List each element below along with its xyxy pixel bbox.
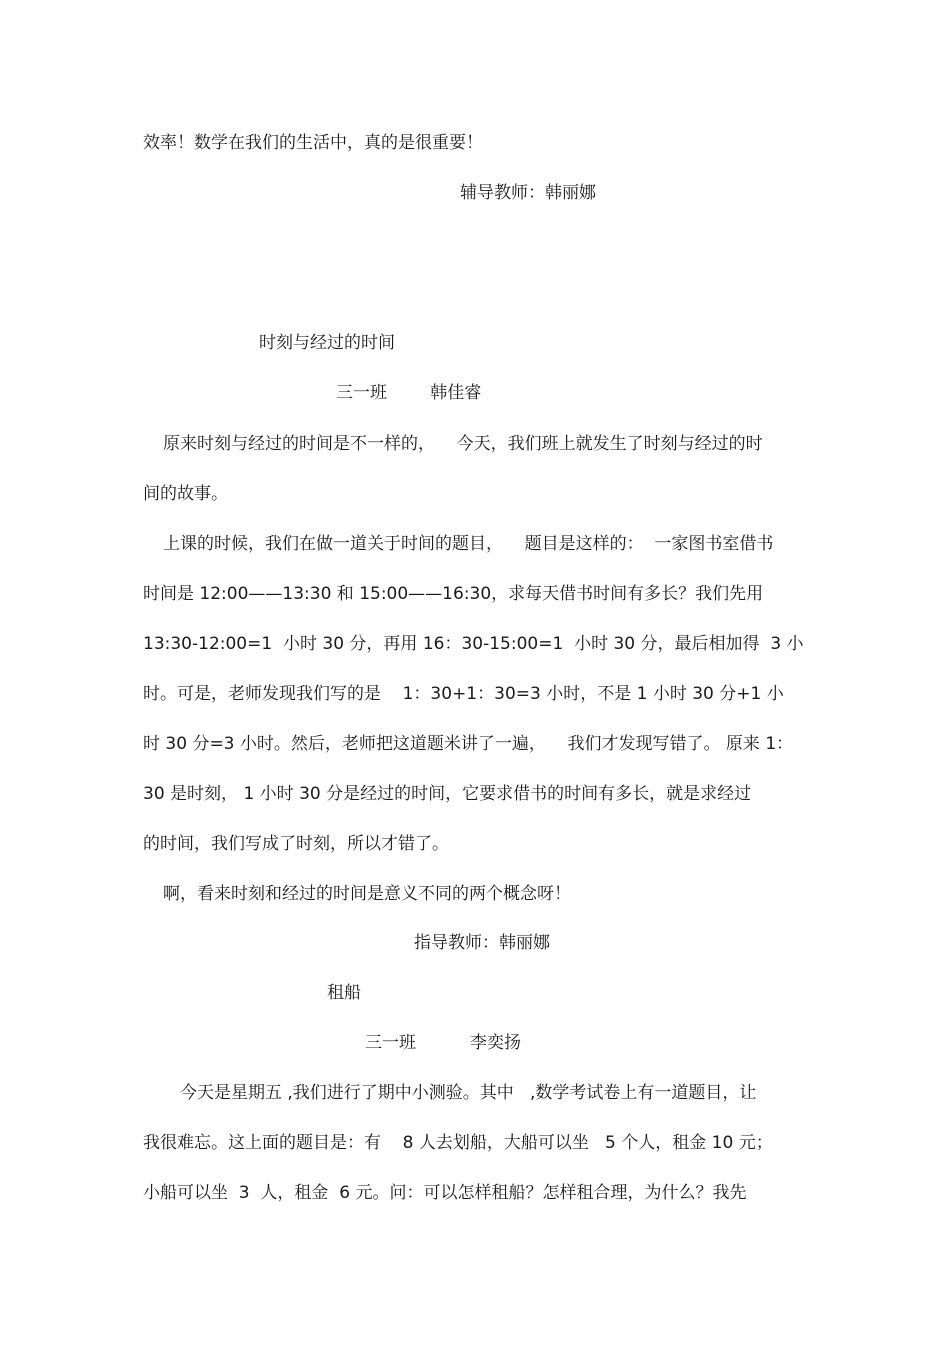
paragraph-line: 啊，看来时刻和经过的时间是意义不同的两个概念呀！ (163, 884, 571, 904)
paragraph-line: 今天是星期五 ,我们进行了期中小测验。其中 ,数学考试卷上有一道题目，让 (180, 1083, 757, 1103)
essay-author: 三一班 李奕扬 (365, 1033, 522, 1053)
teacher-signature: 指导教师：韩丽娜 (414, 933, 550, 953)
paragraph-line: 上课的时候，我们在做一道关于时间的题目， 题目是这样的： 一家图书室借书 (163, 534, 774, 554)
paragraph-line: 小船可以坐 3 人，租金 6 元。问：可以怎样租船？怎样租合理，为什么？我先 (143, 1183, 747, 1203)
paragraph-line: 原来时刻与经过的时间是不一样的， 今天，我们班上就发生了时刻与经过的时 (163, 434, 763, 454)
paragraph-line: 30 是时刻， 1 小时 30 分是经过的时间，它要求借书的时间有多长，就是求经过 (143, 784, 752, 804)
paragraph-line: 13:30-12:00=1 小时 30 分，再用 16：30-15:00=1 小时 30 分，最后相加得 3 小 (143, 634, 804, 654)
paragraph-line: 的时间，我们写成了时刻，所以才错了。 (143, 834, 449, 854)
paragraph-line: 时。可是，老师发现我们写的是 1：30+1：30=3 小时，不是 1 小时 30 分+1 小 (143, 684, 784, 704)
essay-title: 时刻与经过的时间 (259, 333, 395, 353)
essay-title: 租船 (327, 983, 361, 1003)
paragraph-line: 时间是 12:00——13:30 和 15:00——16:30，求每天借书时间有多长？我们先用 (143, 584, 764, 604)
paragraph-line: 时 30 分=3 小时。然后，老师把这道题米讲了一遍， 我们才发现写错了。 原来 1： (143, 734, 794, 754)
paragraph-line: 我很难忘。这上面的题目是：有 8 人去划船，大船可以坐 5 个人，租金 10 元； (143, 1133, 773, 1153)
text-line: 效率！数学在我们的生活中，真的是很重要！ (143, 133, 483, 153)
teacher-signature: 辅导教师：韩丽娜 (460, 183, 596, 203)
essay-author: 三一班 韩佳睿 (336, 383, 482, 403)
paragraph-line: 间的故事。 (143, 484, 228, 504)
